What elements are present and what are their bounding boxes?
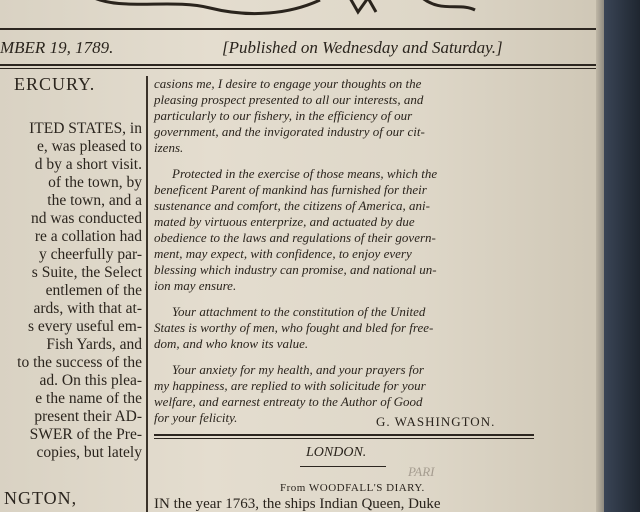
header-rule-thin (0, 68, 596, 69)
issue-date: MBER 19, 1789. (0, 38, 114, 57)
left-column-bottom-heading: NGTON, (4, 488, 78, 508)
background-strip (604, 0, 640, 512)
right-line: beneficent Parent of mankind has furnished for their (154, 182, 427, 197)
left-line: ards, with that at- (33, 300, 142, 317)
left-line: d by a short visit. (34, 156, 142, 173)
left-line: re a collation had (34, 228, 142, 245)
left-line: ad. On this plea- (39, 372, 142, 389)
section-rule (154, 434, 534, 436)
left-column-heading: ERCURY. (14, 74, 96, 94)
left-line: Fish Yards, and (46, 336, 142, 353)
right-line: blessing which industry can promise, and national un- (154, 262, 437, 277)
header-rule (0, 64, 596, 66)
left-line: to the success of the (17, 354, 142, 371)
right-line: particularly to our fishery, in the efficiency of our (154, 108, 413, 123)
publication-note: [Published on Wednesday and Saturday.] (222, 38, 503, 57)
right-line: casions me, I desire to engage your thoughts on the (154, 76, 422, 91)
right-line: ment, may expect, with confidence, to enjoy every (154, 246, 412, 261)
left-line: s every useful em- (27, 318, 142, 335)
left-line: entlemen of the (45, 282, 142, 299)
left-line: ITED STATES, in (29, 120, 142, 137)
right-line: welfare, and earnest entreaty to the Author of Good (154, 394, 423, 409)
right-line: Your anxiety for my health, and your prayers for (172, 362, 424, 377)
left-line: e the name of the (35, 390, 142, 407)
left-line: present their AD- (34, 408, 142, 425)
left-line: nd was conducted (30, 210, 142, 227)
right-line: sustenance and comfort, the citizens of America, ani- (154, 198, 430, 213)
right-line: States is worthy of men, who fought and bled for free- (154, 320, 434, 335)
right-line: mated by virtuous enterprize, and actuated by due (154, 214, 415, 229)
left-line: e, was pleased to (36, 138, 142, 155)
left-line: copies, but lately (36, 444, 142, 461)
right-line: pleasing prospect presented to all our interests, and (154, 92, 424, 107)
left-line: of the town, by (48, 174, 142, 191)
left-column (0, 70, 142, 512)
masthead-ornament (60, 0, 480, 16)
heading-underline (300, 466, 386, 467)
left-line: y cheerfully par- (39, 246, 142, 263)
left-line: s Suite, the Select (31, 264, 142, 281)
top-rule (0, 28, 596, 30)
right-line: Your attachment to the constitution of the United (172, 304, 426, 319)
article-first-line: IN the year 1763, the ships Indian Queen, Duke (154, 496, 441, 512)
column-divider (146, 76, 148, 512)
right-line: dom, and who know its value. (154, 336, 309, 351)
right-line: ion may ensure. (154, 278, 237, 293)
right-line: obedience to the laws and regulations of their govern- (154, 230, 436, 245)
page-edge (596, 0, 604, 512)
left-line: the town, and a (47, 192, 142, 209)
left-line: SWER of the Pre- (29, 426, 142, 443)
right-line: my happiness, are replied to with solicitude for your (154, 378, 426, 393)
section-rule-thin (154, 438, 534, 439)
right-line: Protected in the exercise of those means, which the (172, 166, 438, 181)
section-heading: LONDON. (306, 445, 367, 460)
right-line: for your felicity. (154, 410, 238, 425)
right-line: izens. (154, 140, 184, 155)
bleed-through-text: PARI (408, 464, 435, 479)
right-line: government, and the invigorated industry of our cit- (154, 124, 425, 139)
signature: G. WASHINGTON. (376, 414, 496, 429)
source-line: From WOODFALL'S DIARY. (280, 482, 425, 494)
